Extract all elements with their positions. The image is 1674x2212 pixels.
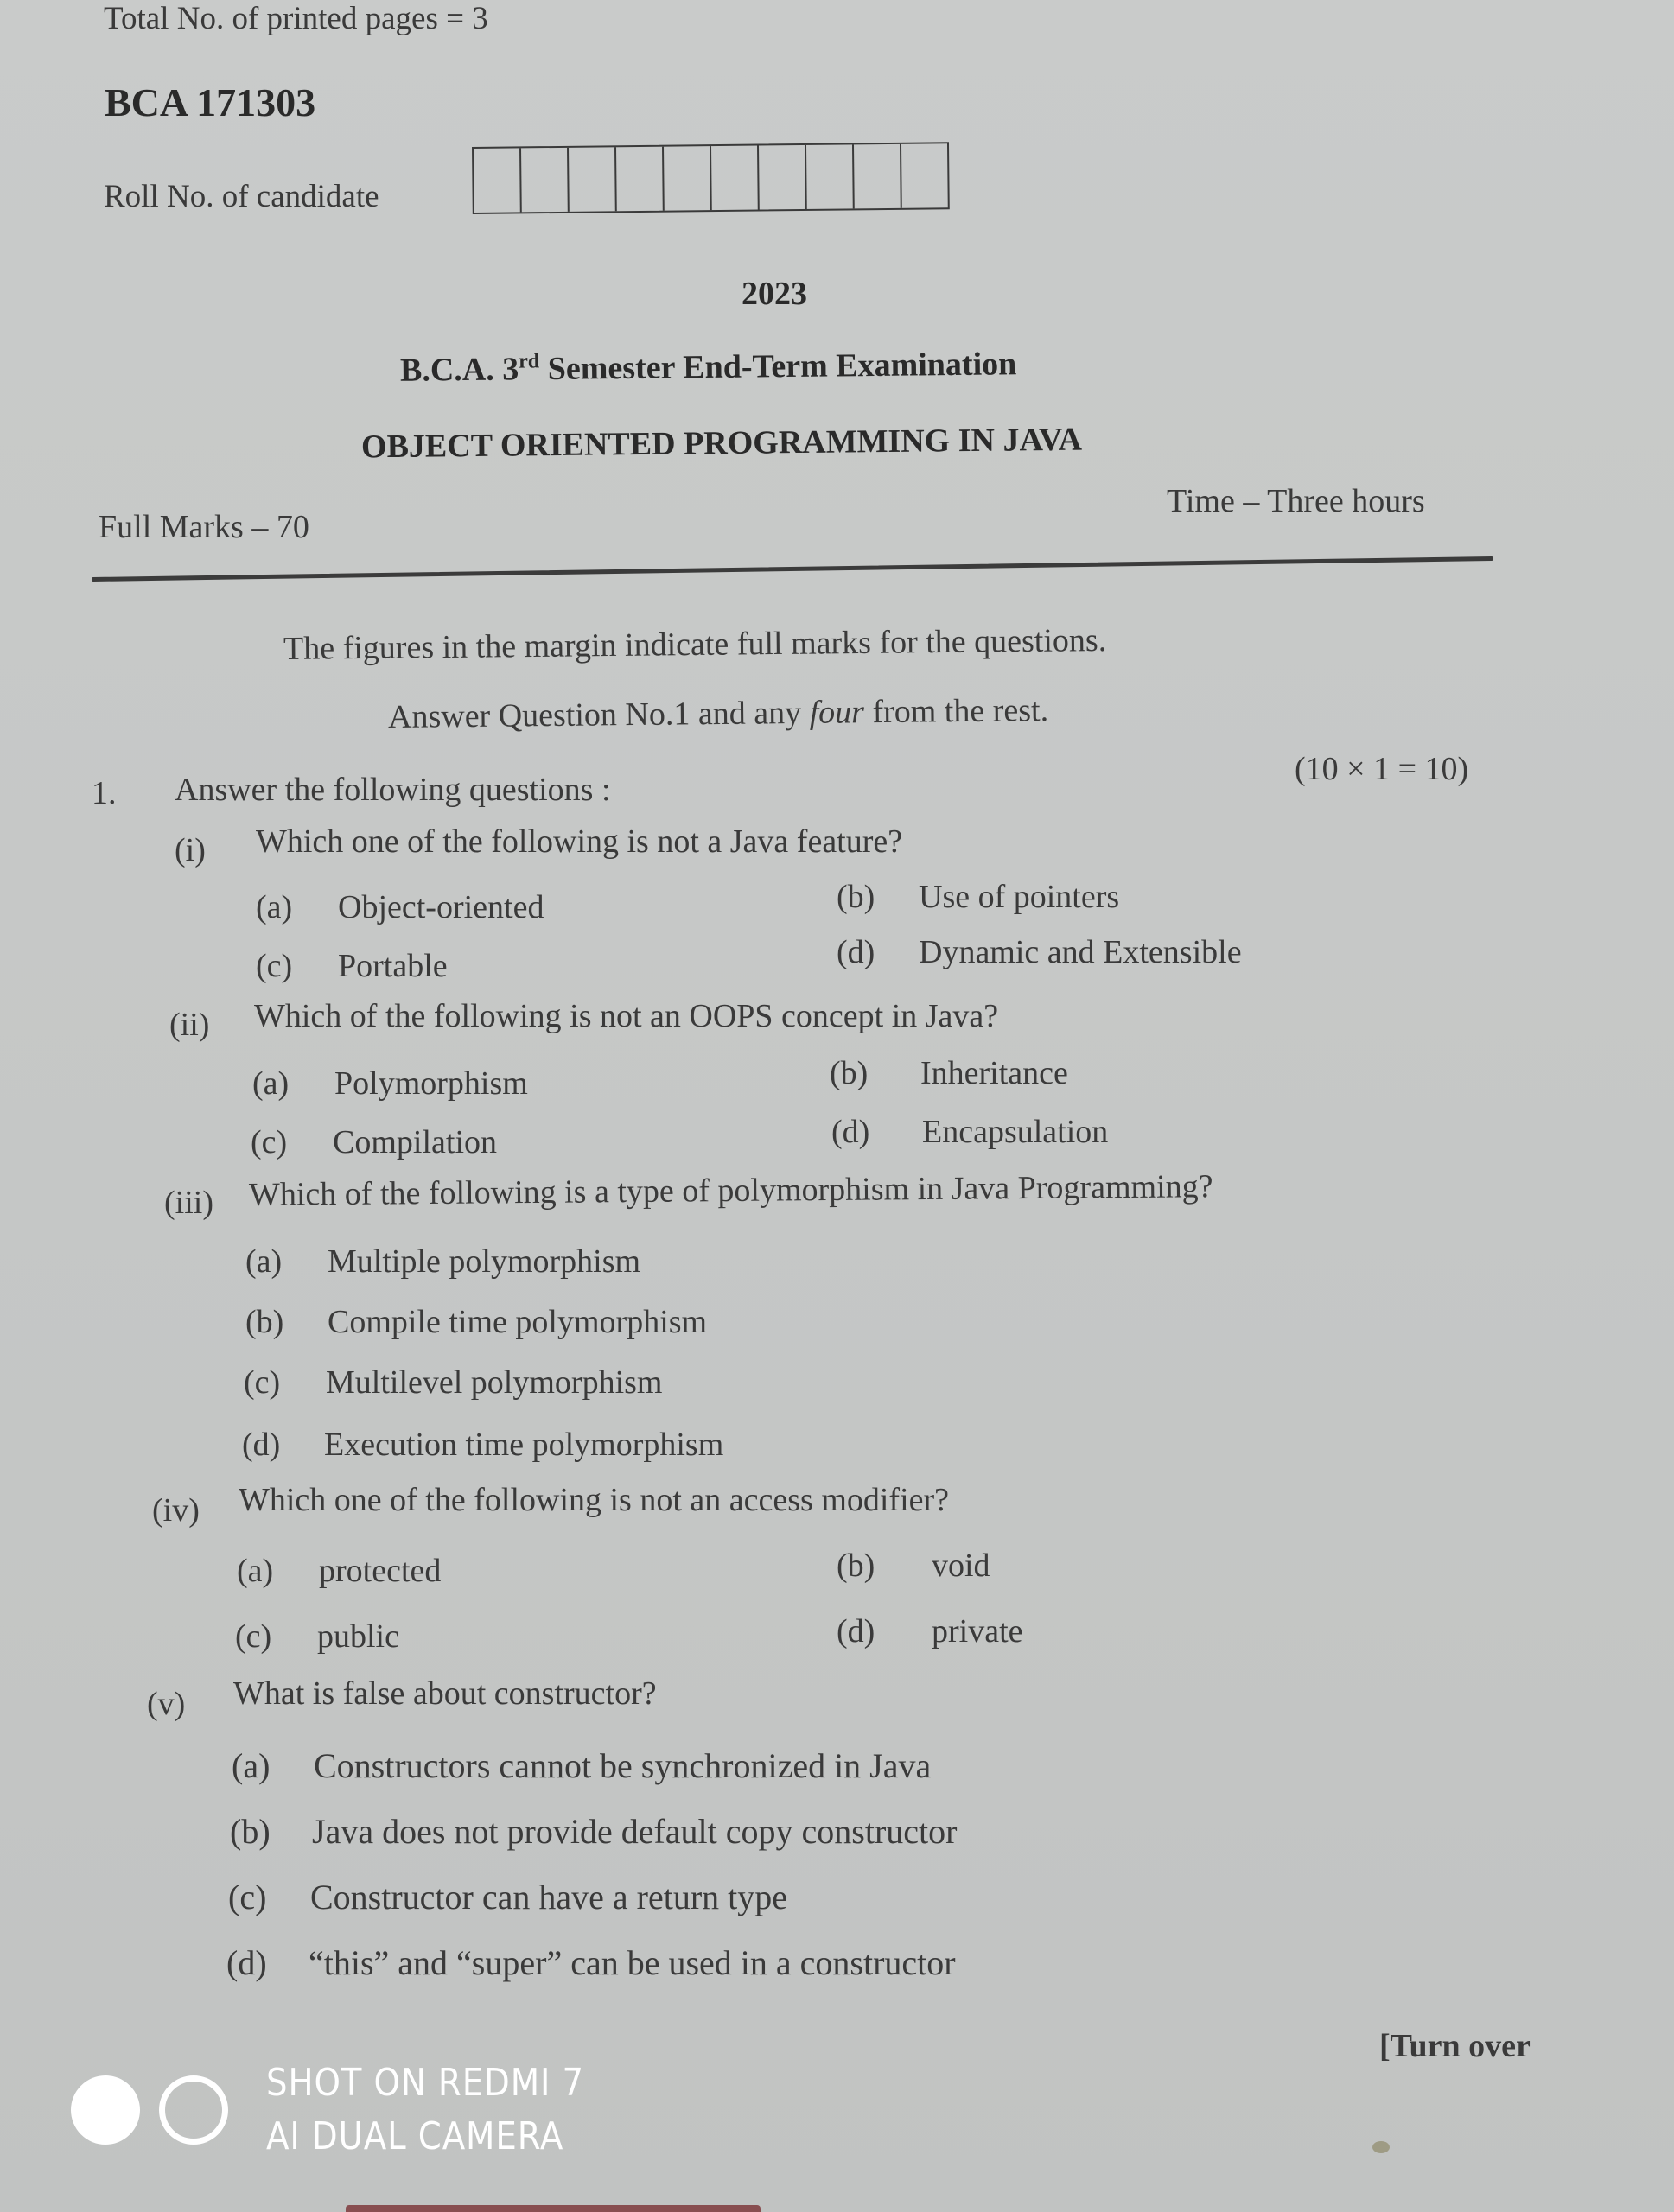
roll-number-boxes[interactable]	[472, 142, 950, 214]
option: (a) Constructors cannot be synchronized in Java	[232, 1746, 932, 1785]
roll-cell[interactable]	[901, 143, 948, 208]
roll-cell[interactable]	[711, 146, 760, 211]
roll-cell[interactable]	[806, 144, 855, 209]
subquestion-text: What is false about constructor?	[233, 1675, 657, 1712]
option: (d) private	[837, 1613, 1023, 1649]
paper-stain	[1372, 2141, 1390, 2153]
watermark-text: SHOT ON REDMI 7 AI DUAL CAMERA	[266, 2061, 585, 2158]
option: (c) Compilation	[251, 1124, 497, 1160]
roll-cell[interactable]	[474, 148, 522, 213]
paper-code: BCA 171303	[105, 80, 316, 124]
roll-cell[interactable]	[521, 148, 570, 213]
roll-cell[interactable]	[854, 144, 902, 209]
full-marks: Full Marks – 70	[99, 509, 309, 545]
option: (a) protected	[237, 1553, 442, 1589]
subquestion-label: (iv)	[152, 1492, 200, 1529]
option: (a) Polymorphism	[252, 1065, 528, 1102]
roll-cell[interactable]	[759, 145, 807, 210]
option: (d) Dynamic and Extensible	[837, 934, 1242, 970]
option: (d) Execution time polymorphism	[242, 1427, 724, 1463]
dual-camera-filled-circle-icon	[71, 2075, 140, 2145]
subquestion-label: (iii)	[164, 1185, 213, 1221]
option: (c) Multilevel polymorphism	[244, 1364, 663, 1401]
subquestion-label: (i)	[175, 832, 206, 868]
option: (a) Object-oriented	[256, 889, 544, 925]
question-number: 1.	[92, 775, 117, 811]
subquestion-text: Which one of the following is not a Java feature?	[256, 823, 903, 860]
exam-time: Time – Three hours	[1167, 483, 1425, 519]
background-edge	[346, 2205, 761, 2212]
instruction-marks: The figures in the margin indicate full marks for the questions.	[283, 622, 1107, 667]
turn-over-note: [Turn over	[1379, 2028, 1531, 2064]
subquestion-text: Which of the following is a type of polymorphism in Java Programming?	[248, 1168, 1213, 1213]
option: (d) “this” and “super” can be used in a constructor	[226, 1943, 956, 1982]
subquestion-text: Which one of the following is not an access modifier?	[239, 1482, 950, 1518]
option: (b) Compile time polymorphism	[245, 1304, 708, 1340]
subquestion-label: (ii)	[169, 1007, 210, 1043]
option: (c) Portable	[256, 948, 448, 984]
instruction-answer: Answer Question No.1 and any four from the rest.	[387, 692, 1049, 735]
subquestion-text: Which of the following is not an OOPS concept in Java?	[254, 998, 999, 1034]
option: (b) Inheritance	[830, 1055, 1068, 1091]
exam-title: B.C.A. 3rd Semester End-Term Examination	[399, 346, 1017, 389]
roll-cell[interactable]	[664, 146, 712, 211]
question-text: Answer the following questions :	[175, 772, 611, 808]
total-pages-note: Total No. of printed pages = 3	[104, 1, 488, 36]
roll-cell[interactable]	[616, 147, 665, 212]
dual-camera-ring-icon	[159, 2075, 228, 2145]
option: (a) Multiple polymorphism	[245, 1243, 641, 1280]
header-divider	[92, 556, 1493, 582]
roll-cell[interactable]	[569, 147, 617, 212]
option: (c) Constructor can have a return type	[228, 1878, 788, 1916]
subquestion-label: (v)	[147, 1686, 186, 1722]
option: (c) public	[235, 1618, 399, 1655]
roll-number-label: Roll No. of candidate	[104, 179, 379, 214]
question-marks: (10 × 1 = 10)	[1295, 751, 1469, 787]
option: (d) Encapsulation	[831, 1114, 1109, 1150]
camera-watermark	[71, 2056, 627, 2164]
option: (b) Use of pointers	[837, 879, 1120, 915]
option: (b) void	[837, 1548, 990, 1584]
subject-title: OBJECT ORIENTED PROGRAMMING IN JAVA	[360, 421, 1083, 466]
exam-year: 2023	[742, 276, 807, 312]
option: (b) Java does not provide default copy constructor	[230, 1812, 958, 1851]
